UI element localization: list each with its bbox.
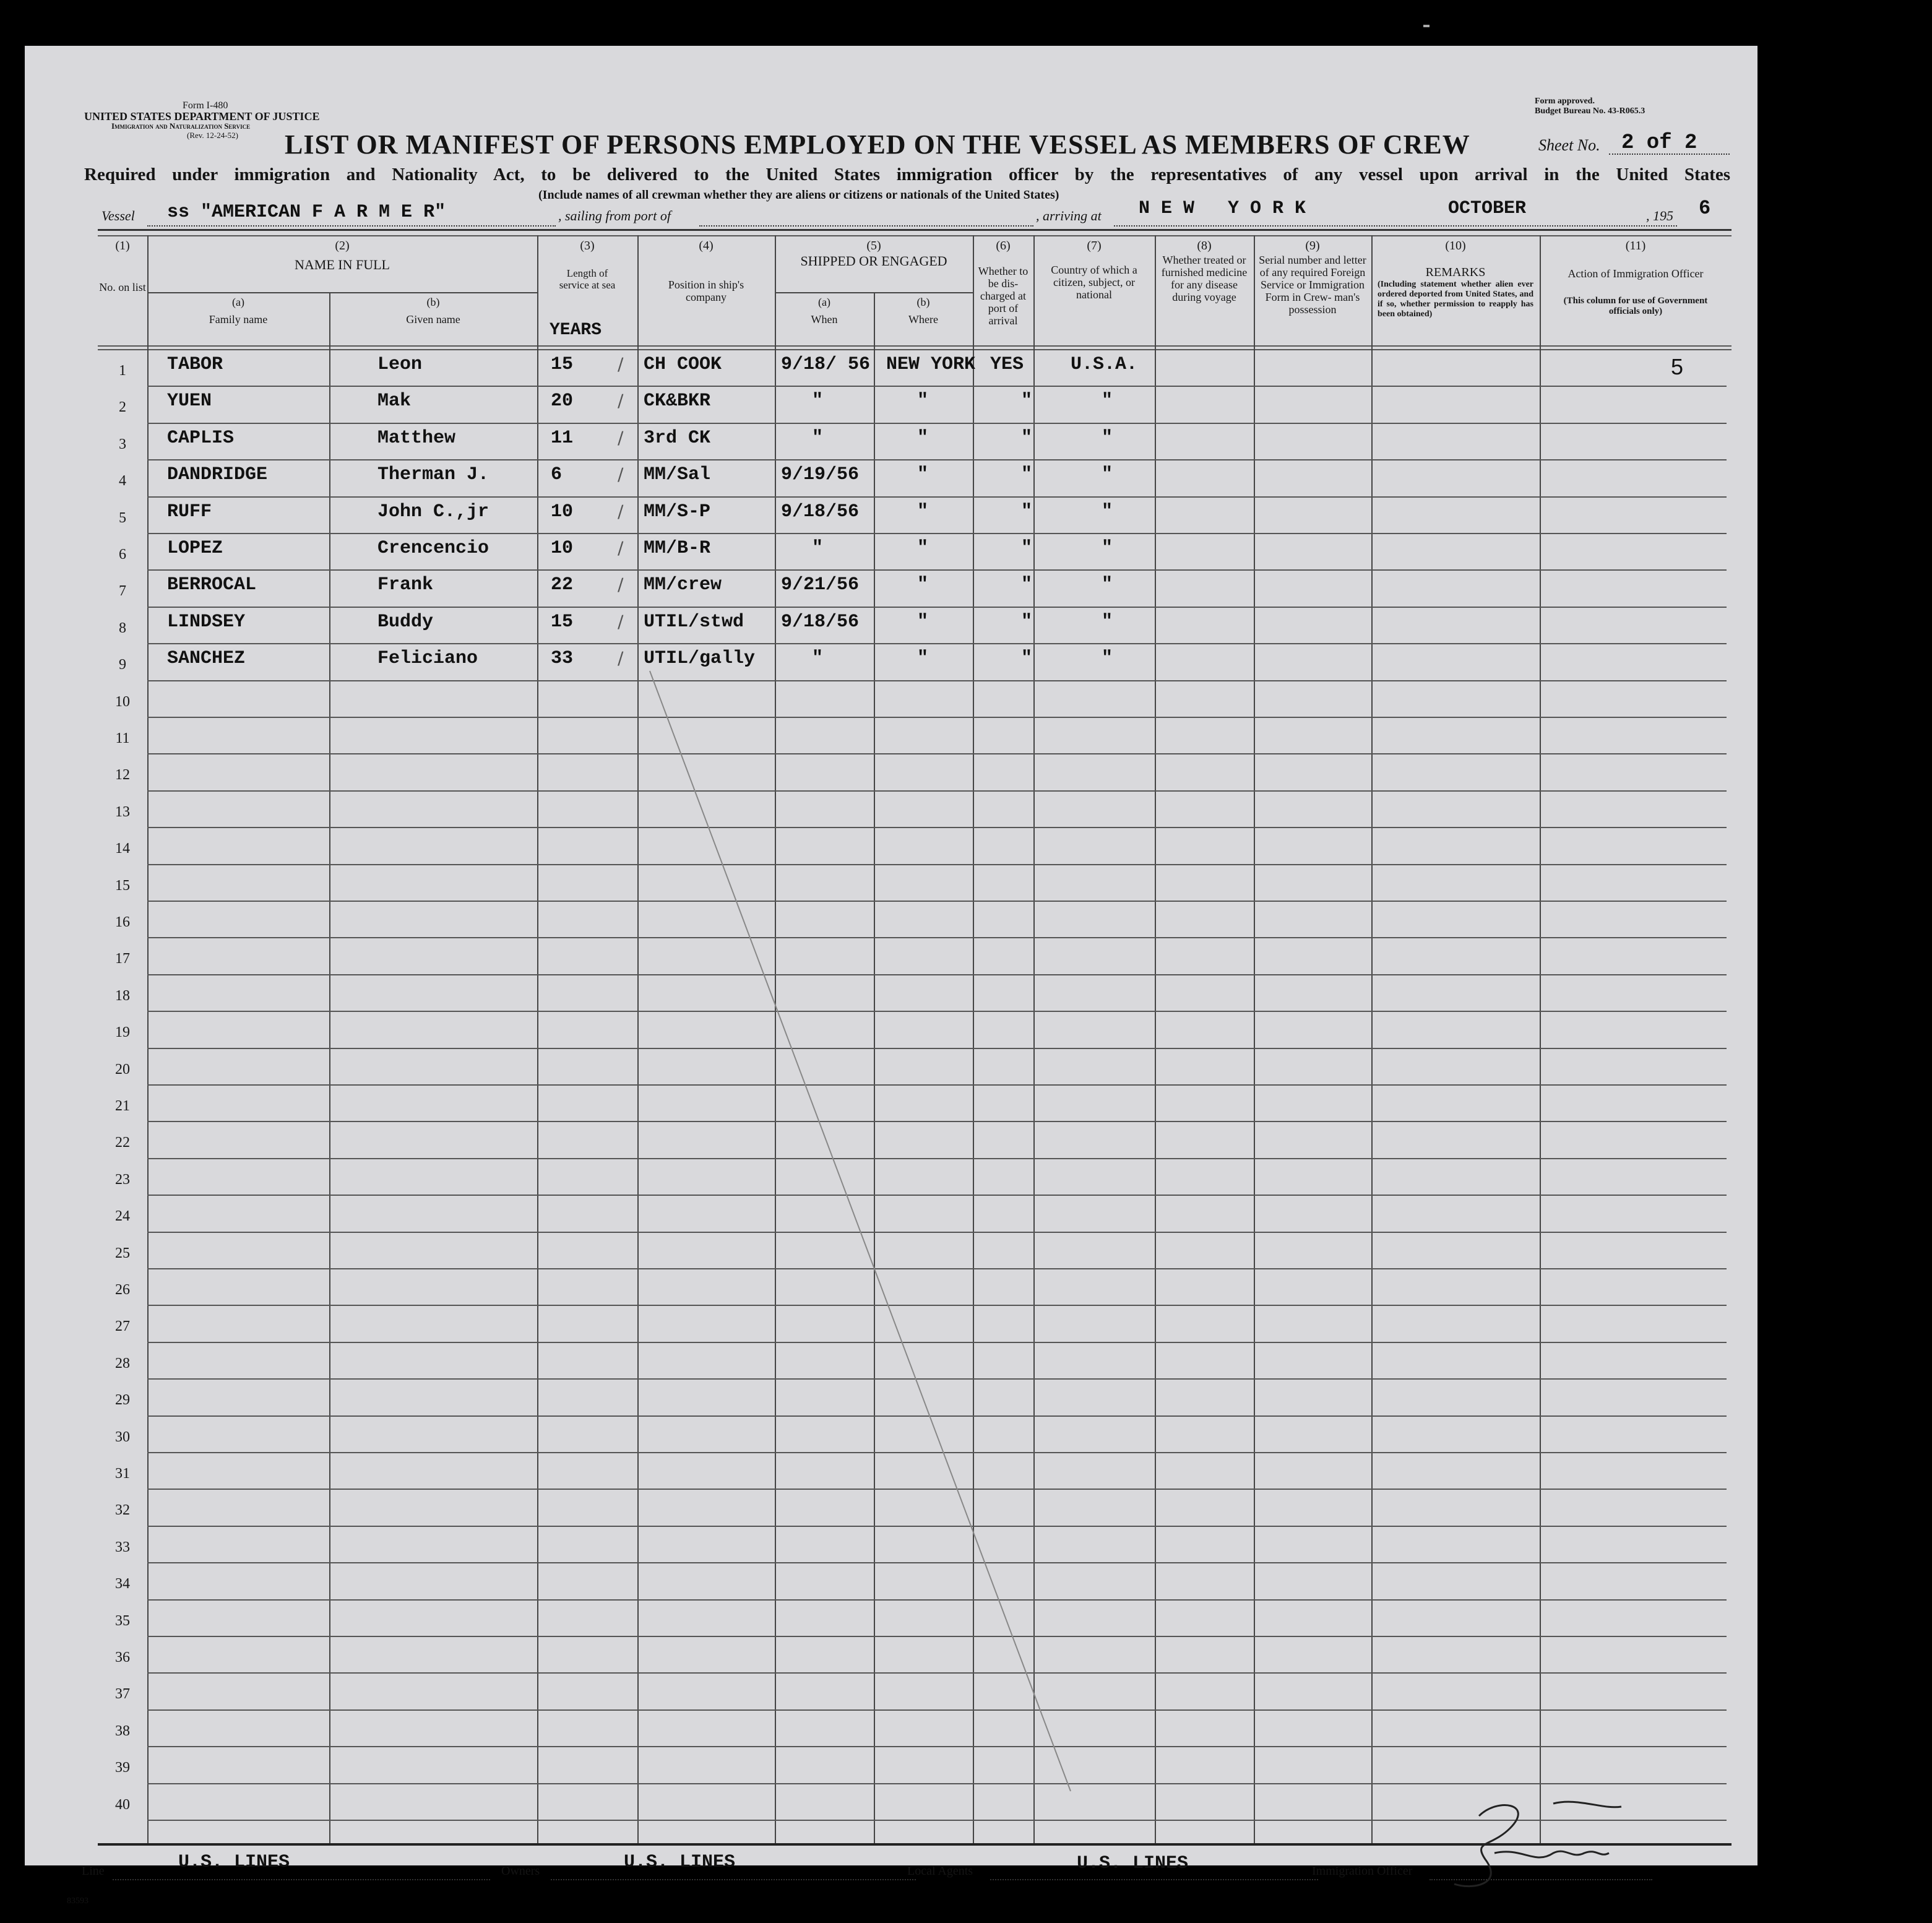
family-name: LINDSEY (167, 611, 246, 633)
country: " (1102, 648, 1113, 670)
officer-signature (1436, 1791, 1634, 1896)
ship-position: CH COOK (644, 354, 722, 375)
form-number: Form I-480 (183, 100, 228, 111)
check-tick-icon: ∕ (618, 354, 624, 374)
shipped-where: " (917, 648, 929, 670)
country: " (1102, 574, 1113, 596)
service-years: 33 (551, 648, 574, 670)
footer-owners-value: U.S. LINES (624, 1852, 736, 1873)
family-name: YUEN (167, 391, 212, 412)
vessel-label: Vessel (101, 208, 135, 223)
shipped-when: 9/19/56 (781, 464, 860, 486)
row-number: 16 (115, 914, 130, 930)
country: U.S.A. (1071, 354, 1138, 375)
col5-label: SHIPPED OR ENGAGED (800, 253, 947, 269)
ship-position: MM/Sal (644, 464, 711, 486)
shipped-when: 9/18/56 (781, 501, 860, 522)
col7-number: (7) (1087, 239, 1102, 253)
service-years: 20 (551, 391, 574, 412)
row-number: 7 (119, 583, 126, 600)
col5a-label: When (811, 313, 838, 326)
col11-label: Action of Immigration Officer (1568, 267, 1704, 280)
service-years: 10 (551, 538, 574, 559)
officer-action: 5 (1671, 354, 1684, 379)
col5-number: (5) (866, 239, 881, 253)
row-number: 30 (115, 1428, 130, 1445)
footer-line-label: Line (82, 1864, 105, 1878)
shipped-when: 9/18/ 56 (781, 354, 871, 375)
year-digit: 6 (1699, 197, 1711, 220)
col11-sub: (This column for use of Government officials only) (1563, 296, 1708, 316)
service-years: 15 (551, 611, 574, 633)
row-number: 28 (115, 1355, 130, 1372)
footer-agents-value: U.S. LINES (1077, 1853, 1189, 1874)
form-title: LIST OR MANIFEST OF PERSONS EMPLOYED ON THE VESSEL AS MEMBERS OF CREW (285, 129, 1470, 160)
col2a-label: Family name (209, 313, 268, 326)
country: " (1102, 427, 1113, 449)
col11-number: (11) (1625, 239, 1646, 253)
discharged: " (1021, 501, 1033, 522)
shipped-where: " (917, 611, 929, 633)
scan-speck (1423, 25, 1430, 27)
row-number: 8 (119, 620, 126, 636)
sheet-label: Sheet No. (1538, 136, 1600, 154)
shipped-where: " (917, 391, 929, 412)
service-line: Immigration and Naturalization Service (111, 121, 251, 131)
family-name: LOPEZ (167, 538, 223, 559)
row-number: 11 (115, 730, 130, 746)
row-number: 37 (115, 1686, 130, 1703)
footer-agents-label: Local Agents (907, 1864, 973, 1878)
sailing-label: , sailing from port of (558, 208, 671, 223)
family-name: CAPLIS (167, 427, 235, 449)
col1-number: (1) (115, 239, 130, 253)
col5a-number: (a) (818, 296, 830, 308)
arriving-label: , arriving at (1036, 208, 1102, 223)
row-number: 17 (115, 951, 130, 967)
shipped-where: " (917, 574, 929, 596)
discharged: " (1021, 538, 1033, 559)
shipped-where: " (917, 464, 929, 486)
discharged: " (1021, 427, 1033, 449)
shipped-when: " (812, 427, 824, 449)
country: " (1102, 464, 1113, 486)
service-years: 6 (551, 464, 563, 486)
footer-owners-label: Owners (501, 1864, 540, 1878)
col4-label: Position in ship's company (668, 279, 744, 303)
col7-label: Country of which a citizen, subject, or national (1051, 264, 1137, 301)
revision: (Rev. 12-24-52) (187, 131, 238, 140)
row-number: 24 (115, 1208, 130, 1225)
check-tick-icon: ∕ (618, 501, 624, 522)
row-number: 20 (115, 1061, 130, 1078)
row-number: 13 (115, 803, 130, 820)
check-tick-icon: ∕ (618, 427, 624, 448)
arrival-month: OCTOBER (1448, 198, 1527, 219)
vessel-name: ss "AMERICAN F A R M E R" (167, 202, 446, 223)
col2b-label: Given name (406, 313, 460, 326)
row-number: 12 (115, 767, 130, 784)
discharged: " (1021, 611, 1033, 633)
row-number: 9 (119, 657, 126, 673)
ship-position: MM/B-R (644, 538, 711, 559)
country: " (1102, 611, 1113, 633)
given-name: Matthew (377, 427, 456, 449)
form-approved: Form approved. (1535, 97, 1595, 106)
shipped-where: " (917, 427, 929, 449)
row-number: 38 (115, 1722, 130, 1739)
shipped-when: " (812, 648, 824, 670)
col8-number: (8) (1197, 239, 1212, 253)
col10-number: (10) (1445, 239, 1466, 253)
row-number: 1 (119, 363, 126, 379)
ship-position: MM/S-P (644, 501, 711, 522)
family-name: RUFF (167, 501, 212, 522)
row-number: 29 (115, 1392, 130, 1409)
cancel-stroke (25, 46, 1757, 1865)
row-number: 18 (115, 987, 130, 1004)
given-name: John C.,jr (377, 501, 489, 522)
row-number: 39 (115, 1760, 130, 1776)
arrival-port: N E W Y O R K (1139, 198, 1306, 219)
ship-position: UTIL/gally (644, 648, 756, 670)
footer-officer-label: Immigration Officer (1312, 1864, 1413, 1878)
col10-sub: (Including statement whether alien ever ordered deported from United States, and if so, whether permission to reapply has been obtained) (1378, 280, 1533, 319)
col6-number: (6) (996, 239, 1011, 253)
form-note: (Include names of all crewman whether they are aliens or citizens or nationals of the United States) (538, 188, 1059, 202)
department-line: UNITED STATES DEPARTMENT OF JUSTICE (84, 110, 320, 123)
shipped-when: " (812, 391, 824, 412)
row-number: 35 (115, 1612, 130, 1629)
row-number: 4 (119, 473, 126, 490)
service-years: 10 (551, 501, 574, 522)
discharged: YES (990, 354, 1024, 375)
col2-number: (2) (335, 239, 350, 253)
shipped-when: 9/18/56 (781, 611, 860, 633)
col2a-number: (a) (232, 296, 244, 308)
check-tick-icon: ∕ (618, 538, 624, 558)
row-number: 31 (115, 1466, 130, 1482)
row-number: 6 (119, 547, 126, 563)
shipped-where: " (917, 501, 929, 522)
service-years: 15 (551, 354, 574, 375)
discharged: " (1021, 648, 1033, 670)
col5b-label: Where (908, 313, 938, 326)
ship-position: UTIL/stwd (644, 611, 744, 633)
row-number: 14 (115, 841, 130, 857)
row-number: 22 (115, 1134, 130, 1151)
budget-bureau: Budget Bureau No. 43-R065.3 (1535, 106, 1645, 116)
given-name: Feliciano (377, 648, 478, 670)
shipped-when: 9/21/56 (781, 574, 860, 596)
shipped-where: NEW YORK (886, 354, 976, 375)
year-prefix: , 195 (1646, 208, 1673, 223)
col3-number: (3) (580, 239, 595, 253)
row-number: 25 (115, 1245, 130, 1261)
col9-number: (9) (1305, 239, 1320, 253)
sheet-number: 2 of 2 (1621, 131, 1697, 155)
row-number: 5 (119, 509, 126, 526)
check-tick-icon: ∕ (618, 391, 624, 412)
col9-label: Serial number and letter of any required Foreign Service or Immigration Form in Crew- man's possession (1259, 254, 1366, 316)
row-number: 36 (115, 1649, 130, 1666)
service-years: 11 (551, 427, 574, 449)
given-name: Frank (377, 574, 434, 596)
check-tick-icon: ∕ (618, 574, 624, 595)
col6-label: Whether to be dis- charged at port of arrival (978, 265, 1029, 327)
family-name: DANDRIDGE (167, 464, 268, 486)
row-number: 40 (115, 1796, 130, 1813)
ship-position: MM/crew (644, 574, 722, 596)
col3-unit: YEARS (550, 321, 602, 340)
given-name: Crencencio (377, 538, 489, 559)
col1-label: No. on list (99, 281, 146, 293)
row-number: 19 (115, 1024, 130, 1041)
shipped-where: " (917, 538, 929, 559)
footer-line-value: U.S. LINES (178, 1852, 290, 1873)
check-tick-icon: ∕ (618, 648, 624, 669)
service-years: 22 (551, 574, 574, 596)
row-number: 34 (115, 1576, 130, 1592)
given-name: Therman J. (377, 464, 489, 486)
row-number: 33 (115, 1539, 130, 1555)
discharged: " (1021, 464, 1033, 486)
col4-number: (4) (699, 239, 714, 253)
row-number: 2 (119, 399, 126, 416)
given-name: Buddy (377, 611, 434, 633)
row-number: 26 (115, 1282, 130, 1298)
col2b-number: (b) (426, 296, 440, 308)
discharged: " (1021, 391, 1033, 412)
country: " (1102, 501, 1113, 522)
check-tick-icon: ∕ (618, 464, 624, 485)
row-number: 15 (115, 877, 130, 894)
row-number: 27 (115, 1318, 130, 1335)
print-code: 83593 (67, 1896, 88, 1906)
family-name: BERROCAL (167, 574, 257, 596)
family-name: TABOR (167, 354, 223, 375)
col2-label: NAME IN FULL (295, 257, 390, 272)
ship-position: 3rd CK (644, 427, 711, 449)
ship-position: CK&BKR (644, 391, 711, 412)
col8-label: Whether treated or furnished medicine for any disease during voyage (1161, 254, 1248, 303)
discharged: " (1021, 574, 1033, 596)
family-name: SANCHEZ (167, 648, 246, 670)
row-number: 10 (115, 693, 130, 710)
col10-label: REMARKS (1425, 266, 1486, 279)
shipped-when: " (812, 538, 824, 559)
country: " (1102, 538, 1113, 559)
row-number: 32 (115, 1502, 130, 1519)
row-number: 3 (119, 436, 126, 452)
col5b-number: (b) (916, 296, 930, 308)
col3-label: Length of service at sea (559, 267, 616, 291)
check-tick-icon: ∕ (618, 611, 624, 632)
row-number: 23 (115, 1171, 130, 1188)
given-name: Leon (377, 354, 423, 375)
form-subtitle: Required under immigration and Nationality Act, to be delivered to the United States immigration officer by the representatives of any vessel upon arrival in the United States (84, 165, 1730, 184)
country: " (1102, 391, 1113, 412)
manifest-sheet (25, 46, 1757, 1906)
given-name: Mak (377, 391, 412, 412)
row-number: 21 (115, 1098, 130, 1114)
